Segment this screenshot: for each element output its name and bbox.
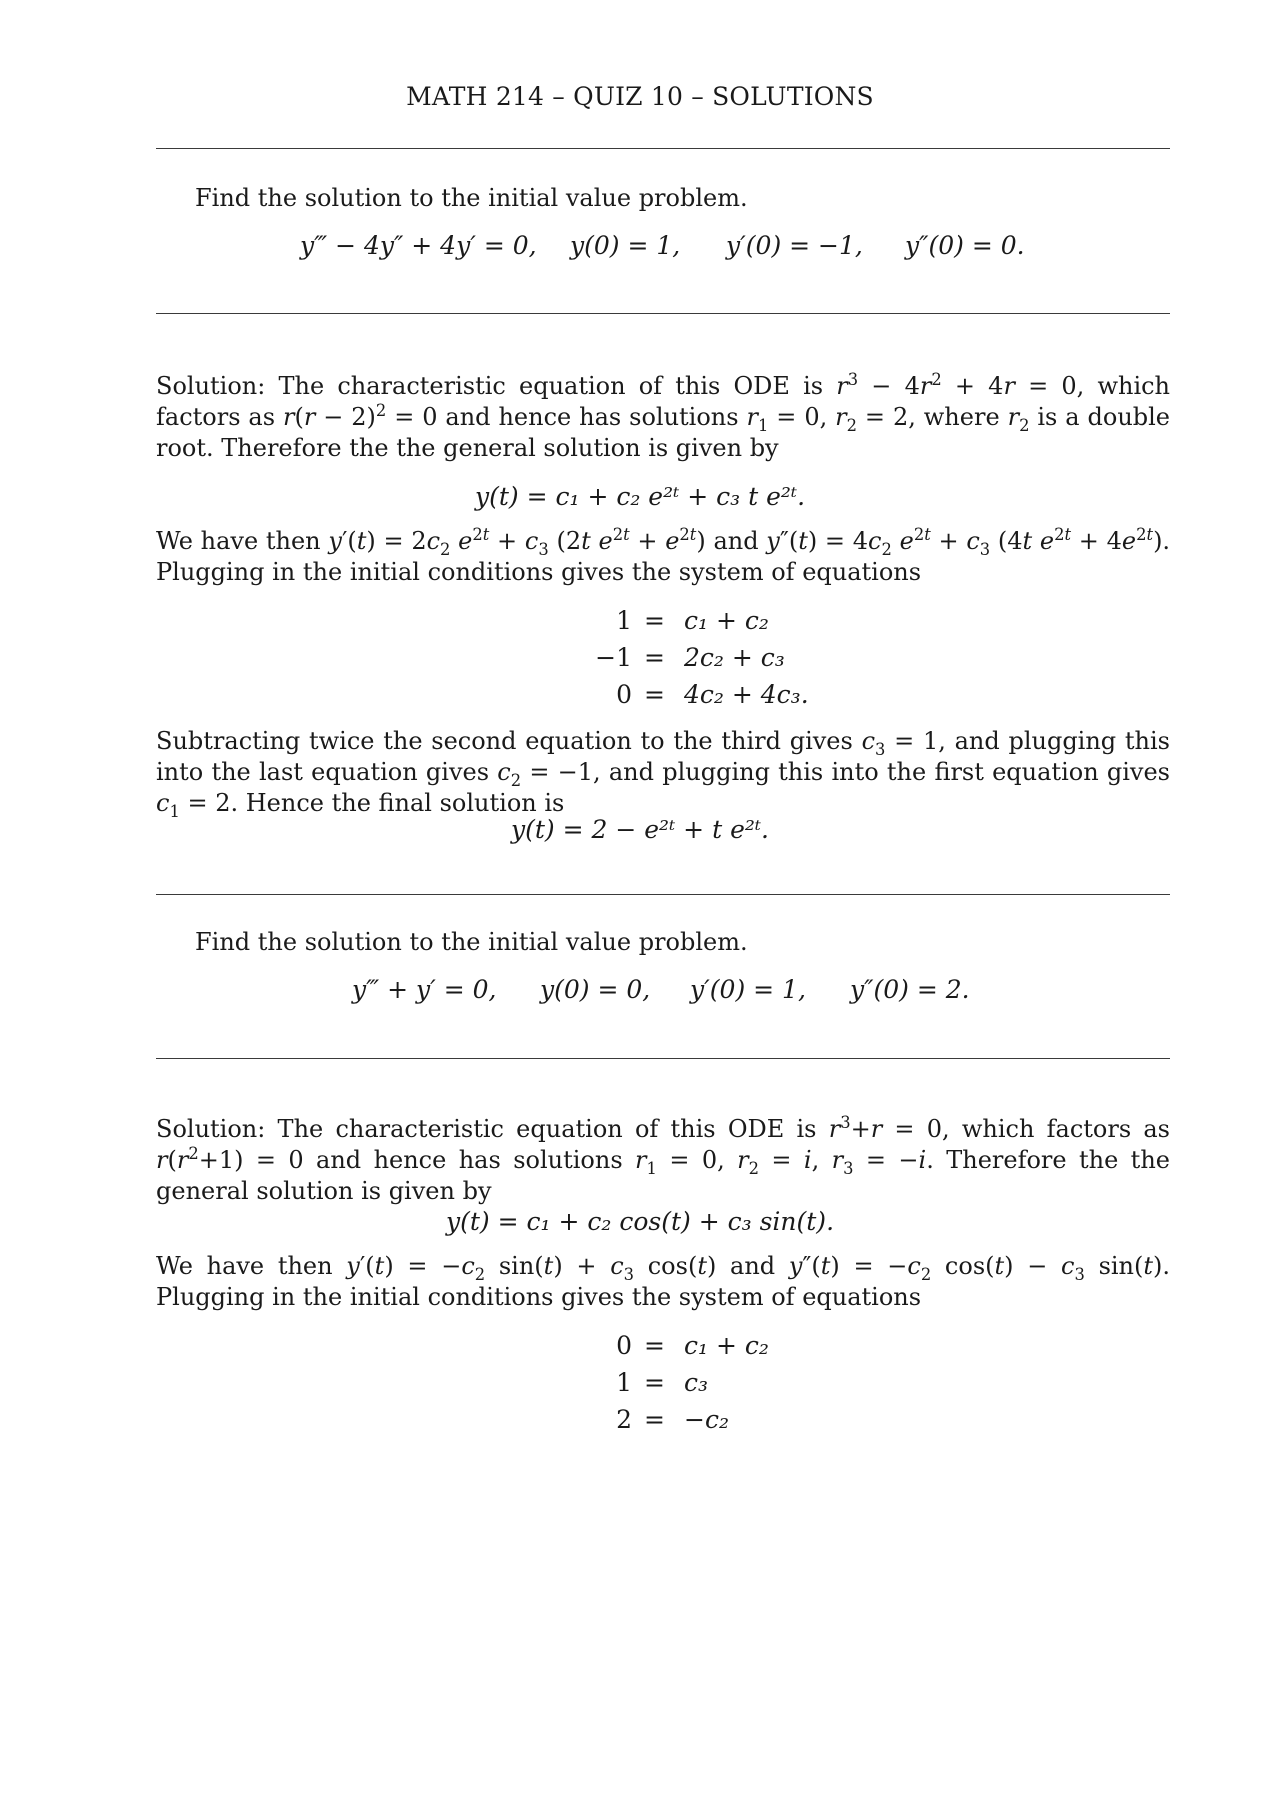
system-lhs: 1 (616, 1368, 632, 1397)
solution-1-derivatives: We have then $y'(t) = 2c_2$ $e^{2t} + c_3$ (2t $e^{2t} + e^{2t}$) and $y''(t) = 4c_2$ $e^{2t} + c_3$ (4t $e^{2t} + 4e^{2t}$). Plugging in the initial conditions gives the system of equations (156, 525, 1171, 586)
divider (156, 1058, 1170, 1059)
problem-1-ic2: y′(0) = −1, (726, 231, 863, 260)
solution-2-derivatives: We have then $y'(t) = -c_2$ $\sin(t) + c_3$ cos(t) and $y''(t) = -c_2$ $\cos(t) - c_3$ sin(t). Plugging in the initial conditions gives the system of equations (156, 1252, 1171, 1311)
problem-2-ode: y‴ + y′ = 0, (352, 975, 497, 1004)
problem-1-ode: y‴ − 4y″ + 4y′ = 0, (300, 231, 537, 260)
divider (156, 313, 1170, 314)
solution-1-general: y(t) = c₁ + c₂ e²ᵗ + c₃ t e²ᵗ. (474, 482, 806, 511)
system-row: 1 = c₃ (540, 1368, 800, 1405)
page-title: MATH 214 – QUIZ 10 – SOLUTIONS (406, 82, 874, 111)
system-rhs: 2c₂ + c₃ (684, 643, 785, 672)
solution-1-reasoning: Subtracting twice the second equation to the third gives $c_3 = 1$, and plugging this into the last equation gives $c_2 = -1$, and plugging this into the first equation gives $c_1 = 2$. Hence the final solution is (156, 727, 1170, 821)
divider (156, 894, 1170, 895)
system-lhs: 1 (616, 606, 632, 635)
system-lhs: 0 (616, 1331, 632, 1360)
system-row: 1 = c₁ + c₂ (540, 606, 800, 643)
system-rhs: −c₂ (684, 1405, 729, 1434)
solution-2-system (540, 1331, 800, 1442)
system-rhs: c₃ (684, 1368, 709, 1397)
system-row: 0 = c₁ + c₂ (540, 1331, 800, 1368)
problem-2-ic3: y″(0) = 2. (850, 975, 970, 1004)
system-lhs: 2 (616, 1405, 632, 1434)
system-lhs: −1 (595, 643, 632, 672)
system-rhs: 4c₂ + 4c₃. (684, 680, 809, 709)
solution-2-general: y(t) = c₁ + c₂ cos(t) + c₃ sin(t). (445, 1207, 835, 1236)
divider (156, 148, 1170, 149)
solution-1-intro: Solution: The characteristic equation of this ODE is $r^3 - 4r^2 + 4r = 0$, which factors as $r(r - 2)^2 = 0$ and hence has solutions $r_1 = 0$, $r_2 = 2$, where $r_2$ is a double root. Therefore the the general solution is given by (156, 370, 1171, 462)
system-rhs: c₁ + c₂ (684, 1331, 769, 1360)
system-row: 2 = −c₂ (540, 1405, 800, 1442)
problem-1-ic1: y(0) = 1, (570, 231, 681, 260)
system-row: 0 = 4c₂ + 4c₃. (540, 680, 800, 717)
problem-2-ic2: y′(0) = 1, (690, 975, 806, 1004)
problem-2-statement: Find the solution to the initial value problem. (195, 928, 748, 956)
problem-1-statement: Find the solution to the initial value problem. (195, 184, 748, 212)
solution-2-intro: Solution: The characteristic equation of this ODE is $r^3+r = 0$, which factors as $r(r^2+1) = 0$ and hence has solutions $r_1 = 0$, $r_2 = i$, $r_3 = -i$. Therefore the the general solution is given by (156, 1113, 1171, 1205)
system-rhs: c₁ + c₂ (684, 606, 769, 635)
system-lhs: 0 (616, 680, 632, 709)
solution-1-final: y(t) = 2 − e²ᵗ + t e²ᵗ. (510, 815, 769, 844)
solution-1-system (540, 606, 809, 717)
problem-2-ic1: y(0) = 0, (540, 975, 651, 1004)
system-row: −1 = 2c₂ + c₃ (540, 643, 800, 680)
problem-1-ic3: y″(0) = 0. (905, 231, 1025, 260)
